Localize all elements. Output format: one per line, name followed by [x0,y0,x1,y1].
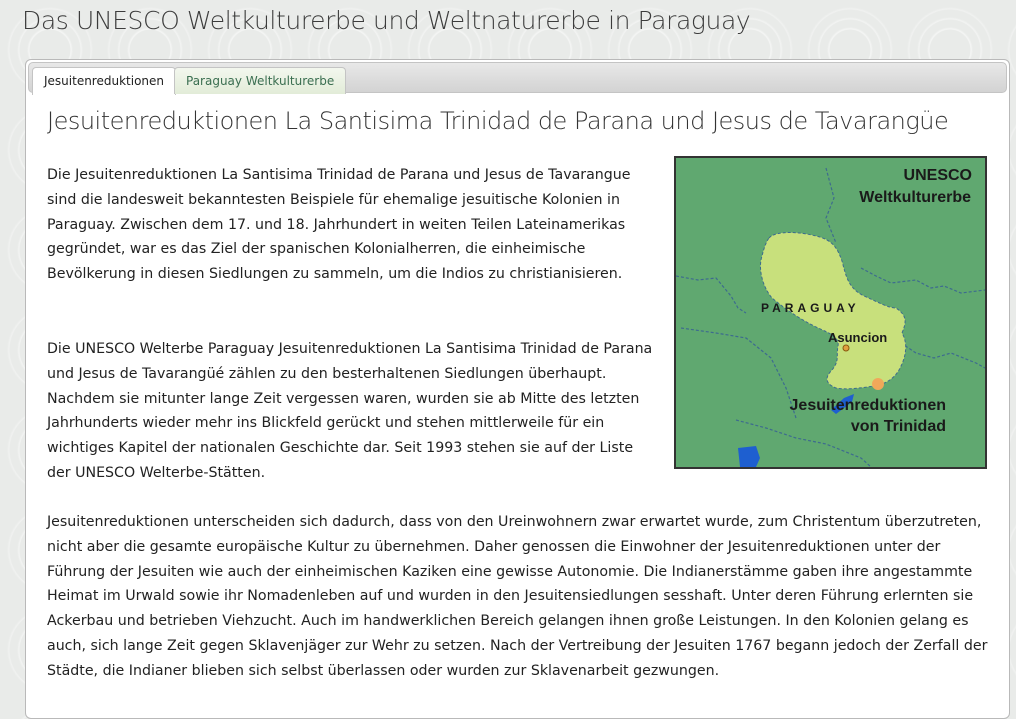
map-capital-label: Asuncion [828,330,888,345]
tab-jesuitenreduktionen[interactable]: Jesuitenreduktionen [32,67,176,95]
paragraph-unesco: Die UNESCO Welterbe Paraguay Jesuitenreduktionen La Santisima Trinidad de Parana und Jesus de Tavarangüé zählen zu den besterhaltenen Siedlungen überhaupt. Nachdem sie mitunter lange Zeit vergessen waren, wurden sie ab Mitte des letzten Jahrhunderts wieder mehr ins Blickfeld gerückt und stehen mittlerweile für ein wichtiges Kapitel der nationalen Geschichte dar. Seit 1993 stehen sie auf der Liste der UNESCO Welterbe-Stätten. [47,341,653,481]
tab-bar [28,62,1007,93]
map-heading-line2: Weltkulturerbe [859,189,971,206]
tabs-panel [25,59,1010,719]
content-title: Jesuitenreduktionen La Santisima Trinidad de Parana und Jesus de Tavarangüe [47,107,949,135]
map-site-label-line1: Jesuitenreduktionen [789,397,946,414]
paraguay-map [676,158,985,467]
tab-paraguay-weltkulturerbe[interactable]: Paraguay Weltkulturerbe [174,67,346,94]
site-title: Das UNESCO Weltkulturerbe und Weltnaturerbe in Paraguay [22,6,751,35]
lake-shape [738,446,760,467]
map-heading-line1: UNESCO [903,167,972,184]
unesco-map-image [674,156,987,469]
site-marker [872,378,884,390]
paragraph-intro: Die Jesuitenreduktionen La Santisima Trinidad de Parana und Jesus de Tavarangue sind die landesweit bekanntesten Beispiele für ehemalige jesuitische Kolonien in Paraguay. Zwischen dem 17. und 18. Jahrhundert in weiten Teilen Lateinamerikas gegründet, war es das Ziel der spanischen Kolonialherren, die einheimische Bevölkerung in diesen Siedlungen zu sammeln, um die Indios zu christianisieren. [47,167,631,283]
map-site-label-line2: von Trinidad [850,418,946,435]
map-country-label: PARAGUAY [761,301,860,315]
capital-marker [843,345,849,351]
paragraph-details: Jesuitenreduktionen unterscheiden sich dadurch, dass von den Ureinwohnern zwar erwartet wurde, zum Christentum überzutreten, nicht aber die gesamte europäische Kultur zu übernehmen. Daher genossen die Einwohner der Jesuitenreduktionen unter der Führung der Jesuiten wie auch der einheimischen Kaziken eine gewisse Autonomie. Die Indianerstämme gaben ihre angestammte Heimat im Urwald sowie ihr Nomadenleben auf und wurden in den Jesuitensiedlungen sesshaft. Unter deren Führung erlernten sie Ackerbau und betrieben Viehzucht. Auch im handwerklichen Bereich gelangen ihnen große Leistungen. In den Kolonien gelang es auch, sich lange Zeit gegen Sklavenjäger zur Wehr zu setzen. Nach der Vertreibung der Jesuiten 1767 begann jedoch der Zerfall der Städte, die Indianer blieben sich selbst überlassen oder wurden zur Sklavenarbeit gezwungen. [47,514,988,679]
